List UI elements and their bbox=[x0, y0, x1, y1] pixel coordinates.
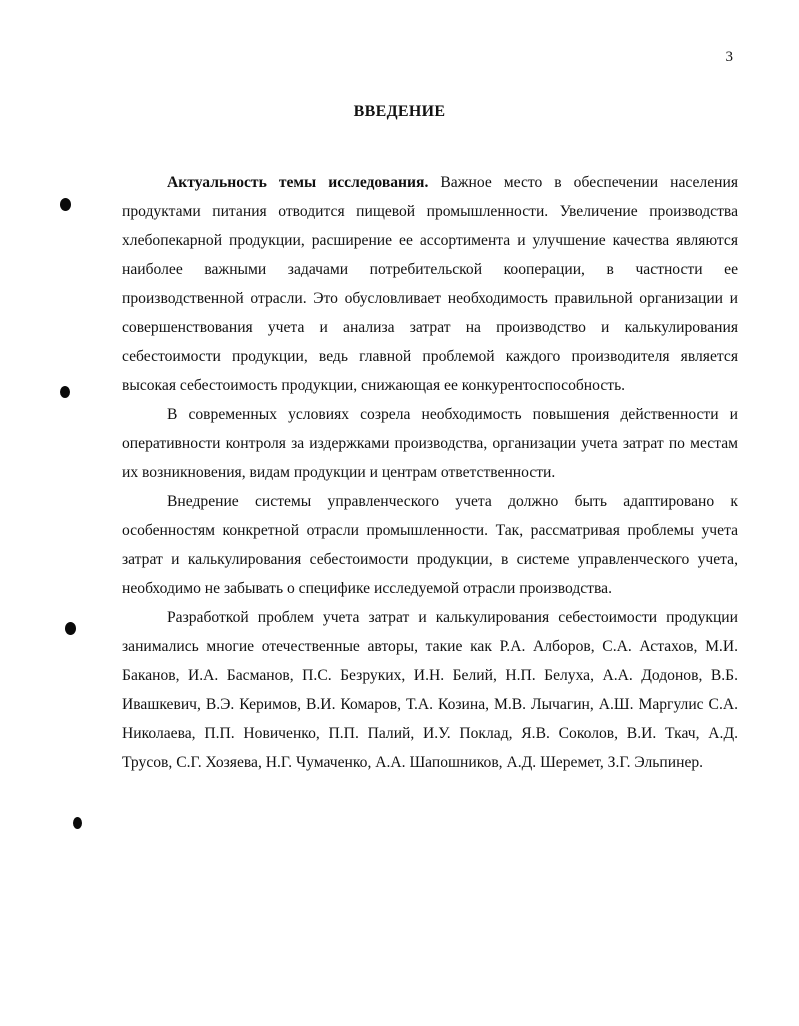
paragraph-text: Разработкой проблем учета затрат и калькулирования себестоимости продукции занимались многие отечественные авторы, такие как Р.А. Алборов, С.А. Астахов, М.И. Баканов, И.А. Басманов, П.С. Безруких, И.Н. Белий, Н.П. Белуха, А.А. Додонов, В.Б. Ивашкевич, В.Э. Керимов, В.И. Комаров, Т.А. Козина, М.В. Лычагин, А.Ш. Маргулис С.А. Николаева, П.П. Новиченко, П.П. Палий, И.У. Поклад, Я.В. Соколов, В.И. Ткач, А.Д. Трусов, С.Г. Хозяева, Н.Г. Чумаченко, А.А. Шапошников, А.Д. Шеремет, З.Г. Эльпинер. bbox=[122, 609, 738, 771]
paragraph-text: В современных условиях созрела необходимость повышения действенности и оперативности контроля за издержками производства, организации учета затрат по местам их возникновения, видам продукции и центрам ответственности. bbox=[122, 406, 738, 481]
paragraph-text: Важное место в обеспечении населения продуктами питания отводится пищевой промышленности. Увеличение производства хлебопекарной продукции, расширение ее ассортимента и улучшение качества являются наиболее важными задачами потребительской кооперации, в частности ее производственной отрасли. Это обусловливает необходимость правильной организации и совершенствования учета и анализа затрат на производство и калькулирования себестоимости продукции, ведь главной проблемой каждого производителя является высокая себестоимость продукции, снижающая ее конкурентоспособность. bbox=[122, 174, 738, 394]
punch-hole-mark bbox=[73, 817, 82, 829]
paragraph-lead: Актуальность темы исследования. bbox=[167, 174, 429, 191]
paragraph-text: Внедрение системы управленческого учета должно быть адаптировано к особенностям конкретной отрасли промышленности. Так, рассматривая проблемы учета затрат и калькулирования себестоимости продукции, в системе управленческого учета, необходимо не забывать о специфике исследуемой отрасли производства. bbox=[122, 493, 738, 597]
paragraph-authors bbox=[122, 603, 738, 777]
punch-hole-mark bbox=[60, 198, 71, 211]
punch-hole-mark bbox=[65, 622, 76, 635]
body-text bbox=[122, 168, 738, 777]
punch-hole-mark bbox=[60, 386, 70, 398]
paragraph-management-accounting bbox=[122, 487, 738, 603]
paragraph-relevance bbox=[122, 168, 738, 400]
section-title: ВВЕДЕНИЕ bbox=[353, 103, 446, 120]
paragraph-control bbox=[122, 400, 738, 487]
page-number: 3 bbox=[725, 49, 733, 65]
